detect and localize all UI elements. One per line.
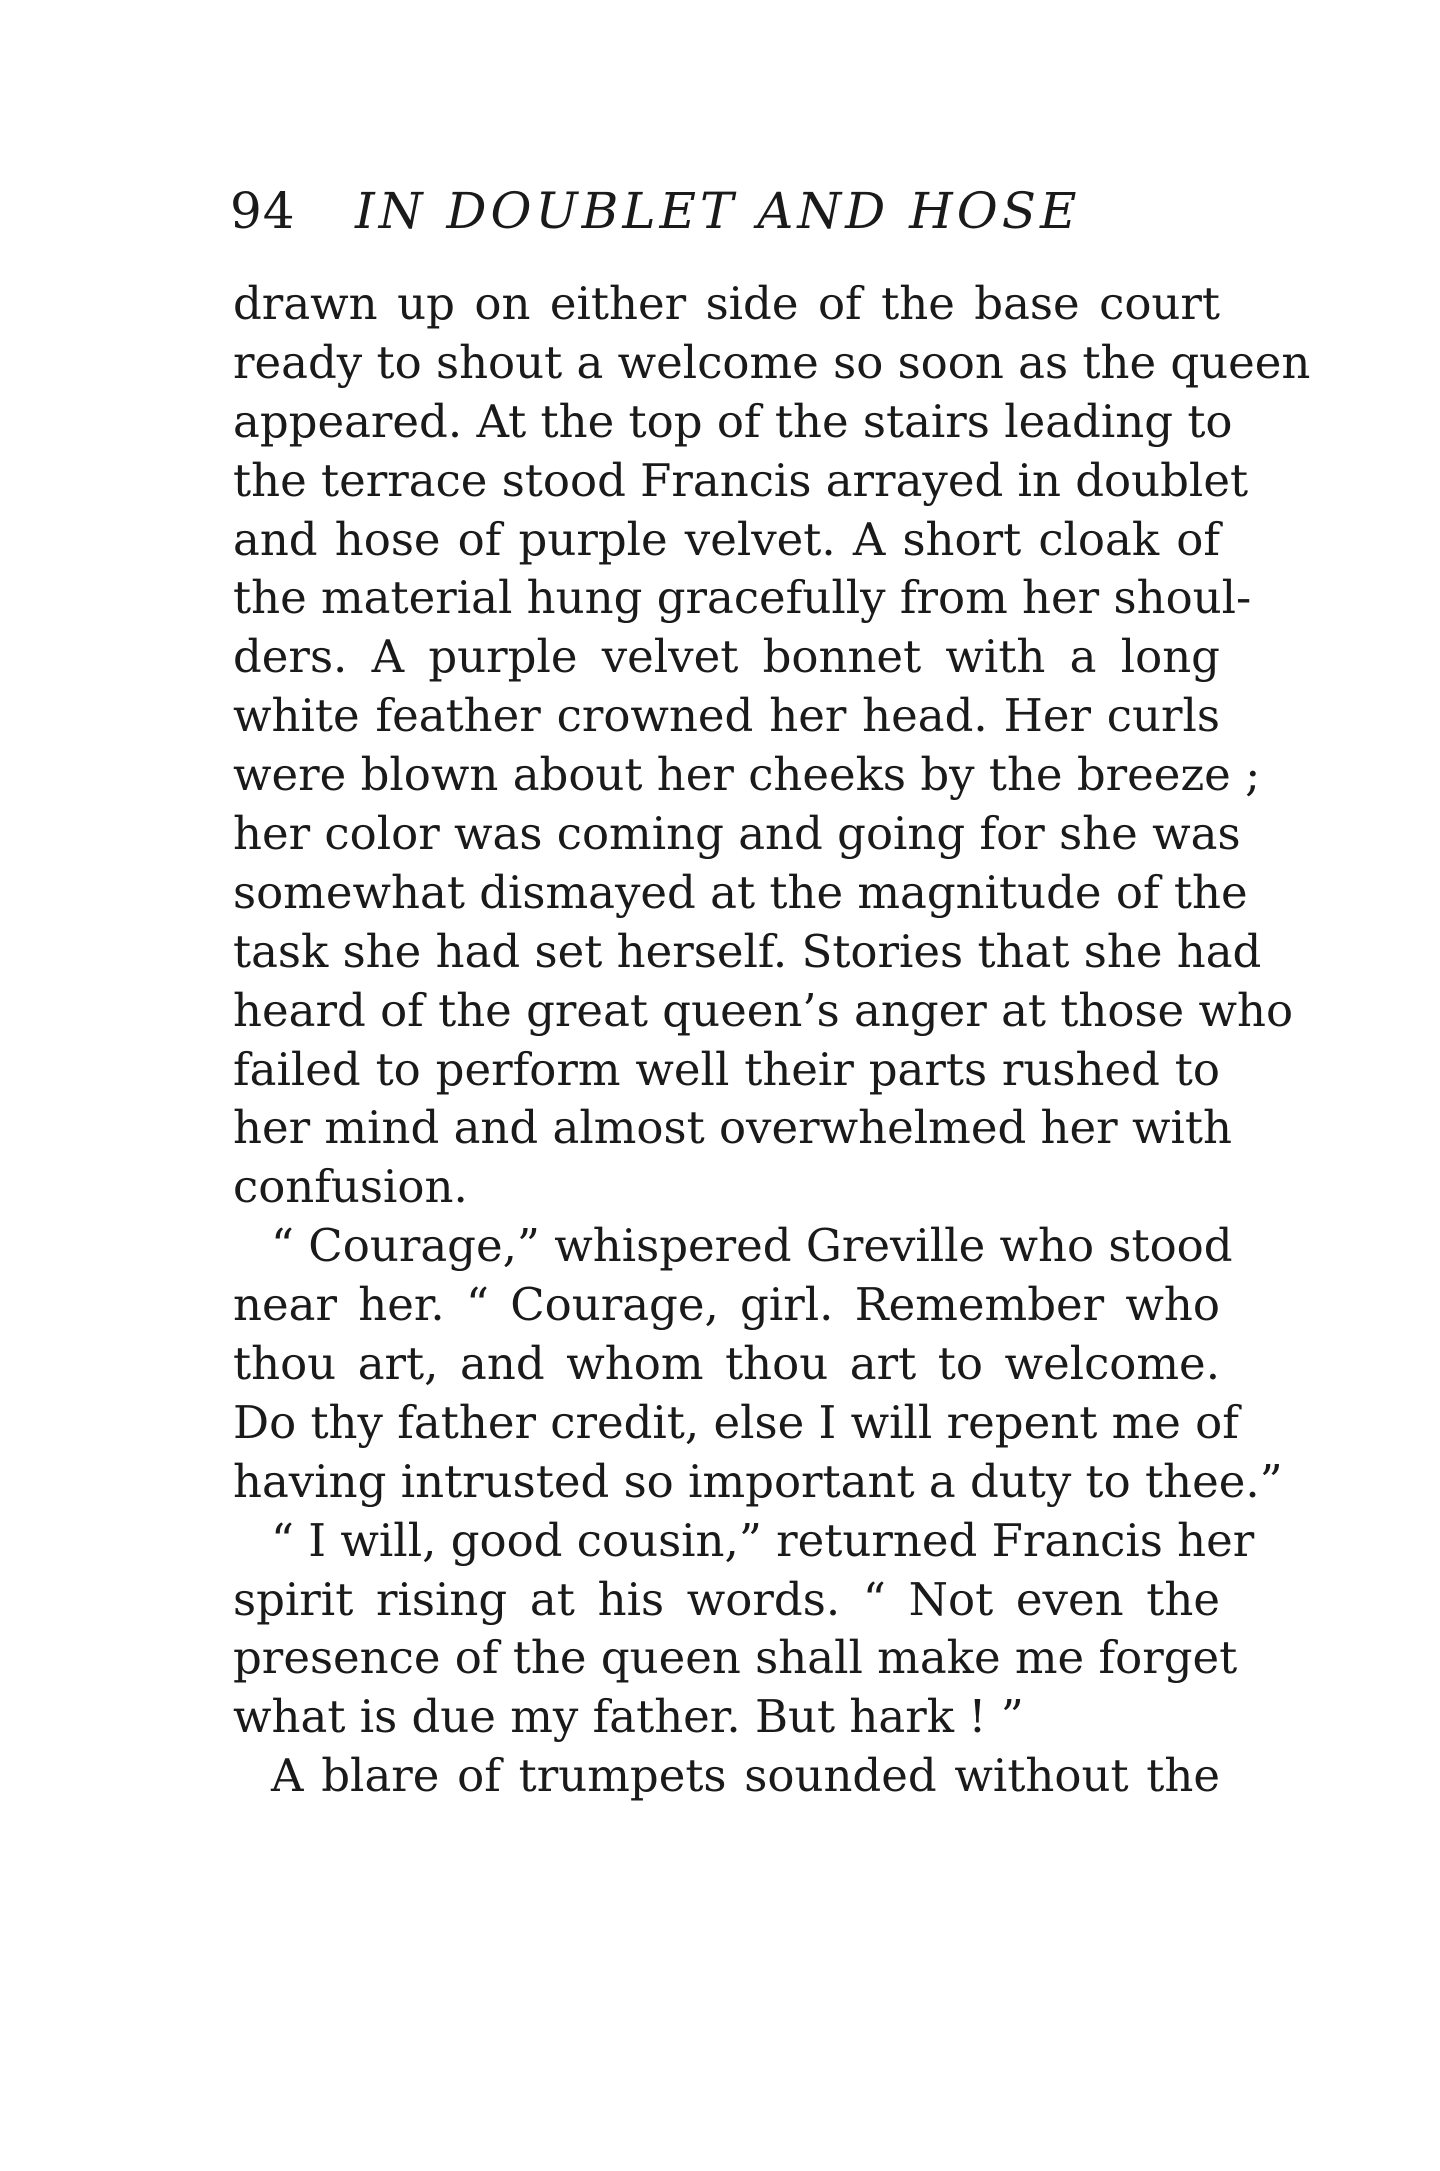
- text-line: somewhat dismayed at the magnitude of the: [233, 865, 1248, 919]
- text-line: drawn up on either side of the base court: [233, 277, 1220, 330]
- text-line: “ Courage,” whispered Greville who stood: [271, 1219, 1233, 1273]
- running-head: [230, 176, 1220, 246]
- text-line: the terrace stood Francis arrayed in doublet: [233, 453, 1249, 507]
- text-line: ready to shout a welcome so soon as the queen: [233, 335, 1311, 389]
- text-line: A blare of trumpets sounded without the: [271, 1749, 1220, 1803]
- text-line: “ I will, good cousin,” returned Francis her: [271, 1513, 1255, 1567]
- text-line: Do thy father credit, else I will repent me of: [233, 1395, 1239, 1449]
- text-line: and hose of purple velvet. A short cloak of: [233, 512, 1220, 566]
- text-line: presence of the queen shall make me forget: [233, 1631, 1238, 1685]
- text-line: appeared. At the top of the stairs leading to: [233, 394, 1233, 448]
- page-number: 94: [230, 182, 296, 240]
- text-line: heard of the great queen’s anger at those who: [233, 983, 1294, 1037]
- text-line: her mind and almost overwhelmed her with: [233, 1101, 1232, 1155]
- text-line: having intrusted so important a duty to thee.”: [233, 1454, 1283, 1508]
- text-line: the material hung gracefully from her shoul-: [233, 571, 1252, 625]
- text-line: white feather crowned her head. Her curls: [233, 689, 1220, 743]
- text-line: task she had set herself. Stories that she had: [233, 924, 1262, 978]
- text-line: spirit rising at his words. “ Not even the: [233, 1572, 1220, 1626]
- text-line: ders. A purple velvet bonnet with a long: [233, 630, 1220, 684]
- text-line: failed to perform well their parts rushed to: [233, 1042, 1220, 1096]
- text-line: what is due my father. But hark ! ”: [233, 1690, 1024, 1744]
- text-line: her color was coming and going for she was: [233, 807, 1241, 861]
- text-line: thou art, and whom thou art to welcome.: [233, 1337, 1220, 1391]
- text-line: confusion.: [233, 1160, 468, 1214]
- text-line: near her. “ Courage, girl. Remember who: [233, 1278, 1220, 1332]
- body-text: [233, 275, 1311, 1806]
- running-title: IN DOUBLET AND HOSE: [355, 182, 1081, 240]
- text-line: were blown about her cheeks by the breeze ;: [233, 748, 1261, 802]
